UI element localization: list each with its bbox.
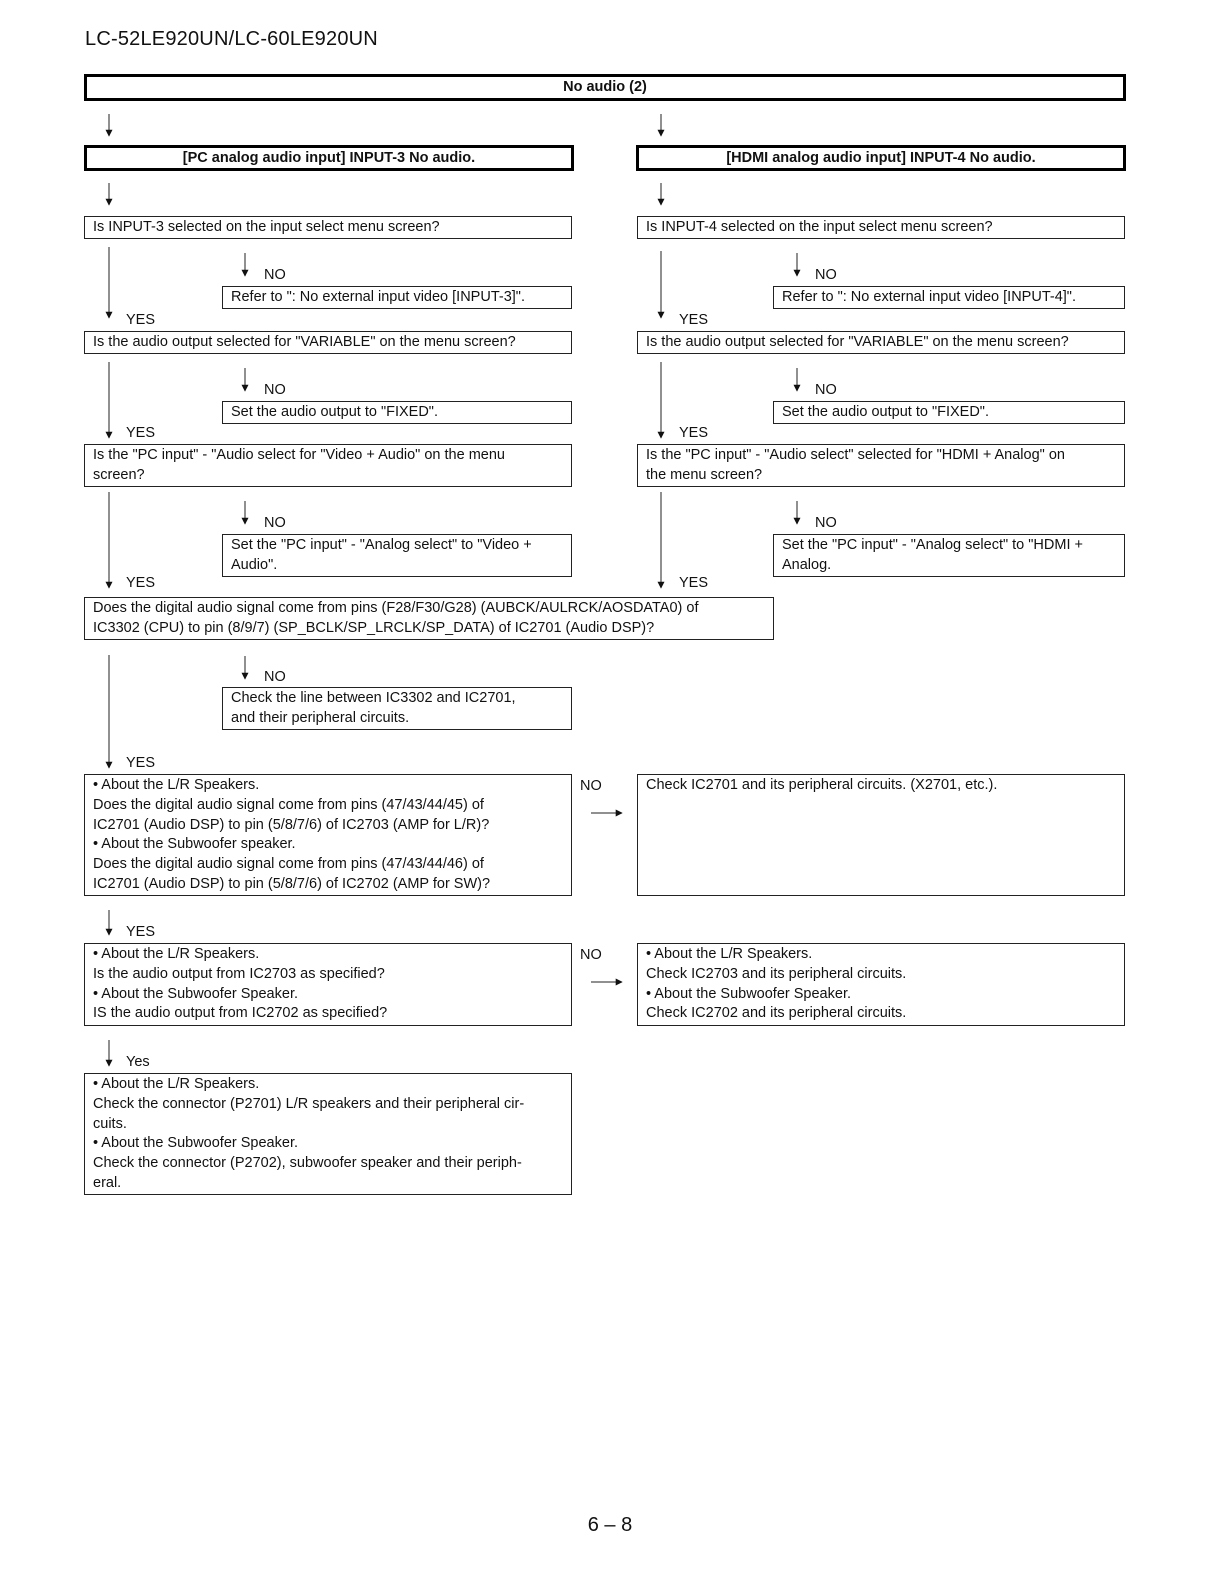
a6-line: Check IC2702 and its peripheral circuits. <box>646 1005 907 1022</box>
q4-line1: Does the digital audio signal come from pins (F28/F30/G28) (AUBCK/AULRCK/AOSDATA0) of <box>93 600 699 616</box>
flowchart-title: No audio (2) <box>84 74 1126 101</box>
left-a3-line2: Audio". <box>231 556 278 573</box>
action-check-line <box>222 687 572 730</box>
left-question-input-selected: Is INPUT-3 selected on the input select menu screen? <box>84 216 572 239</box>
left-section-heading: [PC analog audio input] INPUT-3 No audio. <box>84 145 574 171</box>
yes-label-6: Yes <box>126 1054 150 1070</box>
a6-line: • About the L/R Speakers. <box>646 946 813 962</box>
right-q3-line2: the menu screen? <box>646 466 763 483</box>
left-question-variable: Is the audio output selected for "VARIABLE" on the menu screen? <box>84 331 572 354</box>
right-question-audio-select <box>637 444 1125 487</box>
final-line: Check the connector (P2702), subwoofer speaker and their periph- <box>93 1155 522 1172</box>
q5-line: IC2701 (Audio DSP) to pin (5/8/7/6) of IC2703 (AMP for L/R)? <box>93 816 490 833</box>
a4-line1: Check the line between IC3302 and IC2701, <box>231 690 516 706</box>
right-yes-label-2: YES <box>679 425 709 441</box>
left-yes-label-2: YES <box>126 425 156 441</box>
final-line: Check the connector (P2701) L/R speakers and their peripheral cir- <box>93 1095 525 1112</box>
question-amp-output <box>84 943 572 1026</box>
right-yes-label-3: YES <box>679 575 709 591</box>
right-question-input-selected: Is INPUT-4 selected on the input select menu screen? <box>637 216 1125 239</box>
no-label-6: NO <box>580 947 602 963</box>
yes-label-5: YES <box>126 924 156 940</box>
right-no-label-2: NO <box>815 382 837 398</box>
left-question-audio-select <box>84 444 572 487</box>
question-dsp-to-amp <box>84 774 572 896</box>
a6-line: Check IC2703 and its peripheral circuits. <box>646 965 907 982</box>
q4-line2: IC3302 (CPU) to pin (8/9/7) (SP_BCLK/SP_LRCLK/SP_DATA) of IC2701 (Audio DSP)? <box>93 619 655 636</box>
q5-line: Does the digital audio signal come from pins (47/43/44/46) of <box>93 856 484 873</box>
action-check-amps <box>637 943 1125 1026</box>
left-a3-line1: Set the "PC input" - "Analog select" to "Video + <box>231 537 532 553</box>
q5-line: Does the digital audio signal come from pins (47/43/44/45) of <box>93 796 484 813</box>
right-q3-line1: Is the "PC input" - "Audio select" selected for "HDMI + Analog" on <box>646 447 1065 463</box>
left-no-label-3: NO <box>264 515 286 531</box>
q5-line: IC2701 (Audio DSP) to pin (5/8/7/6) of IC2702 (AMP for SW)? <box>93 875 491 892</box>
final-line: • About the L/R Speakers. <box>93 1076 260 1092</box>
q6-line: IS the audio output from IC2702 as specified? <box>93 1005 388 1022</box>
q5-line: • About the Subwoofer speaker. <box>93 836 296 853</box>
a6-line: • About the Subwoofer Speaker. <box>646 985 851 1002</box>
left-yes-label-1: YES <box>126 312 156 328</box>
right-action-refer: Refer to ": No external input video [INPUT-4]". <box>773 286 1125 309</box>
right-yes-label-1: YES <box>679 312 709 328</box>
a4-line2: and their peripheral circuits. <box>231 709 410 726</box>
yes-label-4: YES <box>126 755 156 771</box>
final-line: cuits. <box>93 1115 127 1132</box>
q6-line: • About the Subwoofer Speaker. <box>93 985 298 1002</box>
right-no-label-3: NO <box>815 515 837 531</box>
right-question-variable: Is the audio output selected for "VARIABLE" on the menu screen? <box>637 331 1125 354</box>
no-label-4: NO <box>264 669 286 685</box>
right-a3-line2: Analog. <box>782 556 832 573</box>
final-line: • About the Subwoofer Speaker. <box>93 1135 298 1152</box>
left-no-label-2: NO <box>264 382 286 398</box>
left-action-analog-select <box>222 534 572 577</box>
left-action-refer: Refer to ": No external input video [INPUT-3]". <box>222 286 572 309</box>
left-q3-line2: screen? <box>93 466 145 483</box>
right-action-fixed: Set the audio output to "FIXED". <box>773 401 1125 424</box>
right-no-label-1: NO <box>815 267 837 283</box>
no-label-5: NO <box>580 778 602 794</box>
q6-line: • About the L/R Speakers. <box>93 946 260 962</box>
right-action-analog-select <box>773 534 1125 577</box>
left-action-fixed: Set the audio output to "FIXED". <box>222 401 572 424</box>
right-section-heading: [HDMI analog audio input] INPUT-4 No audio. <box>636 145 1126 171</box>
action-check-ic2701: Check IC2701 and its peripheral circuits. (X2701, etc.). <box>637 774 1125 896</box>
final-line: eral. <box>93 1174 122 1191</box>
q6-line: Is the audio output from IC2703 as specified? <box>93 965 385 982</box>
model-number: LC-52LE920UN/LC-60LE920UN <box>85 28 378 50</box>
left-q3-line1: Is the "PC input" - "Audio select for "Video + Audio" on the menu <box>93 447 505 463</box>
page-number: 6 – 8 <box>587 1514 633 1536</box>
left-yes-label-3: YES <box>126 575 156 591</box>
right-a3-line1: Set the "PC input" - "Analog select" to "HDMI + <box>782 537 1083 553</box>
q5-line: • About the L/R Speakers. <box>93 777 260 793</box>
question-digital-signal-cpu <box>84 597 774 640</box>
left-no-label-1: NO <box>264 267 286 283</box>
action-check-connectors <box>84 1073 572 1195</box>
